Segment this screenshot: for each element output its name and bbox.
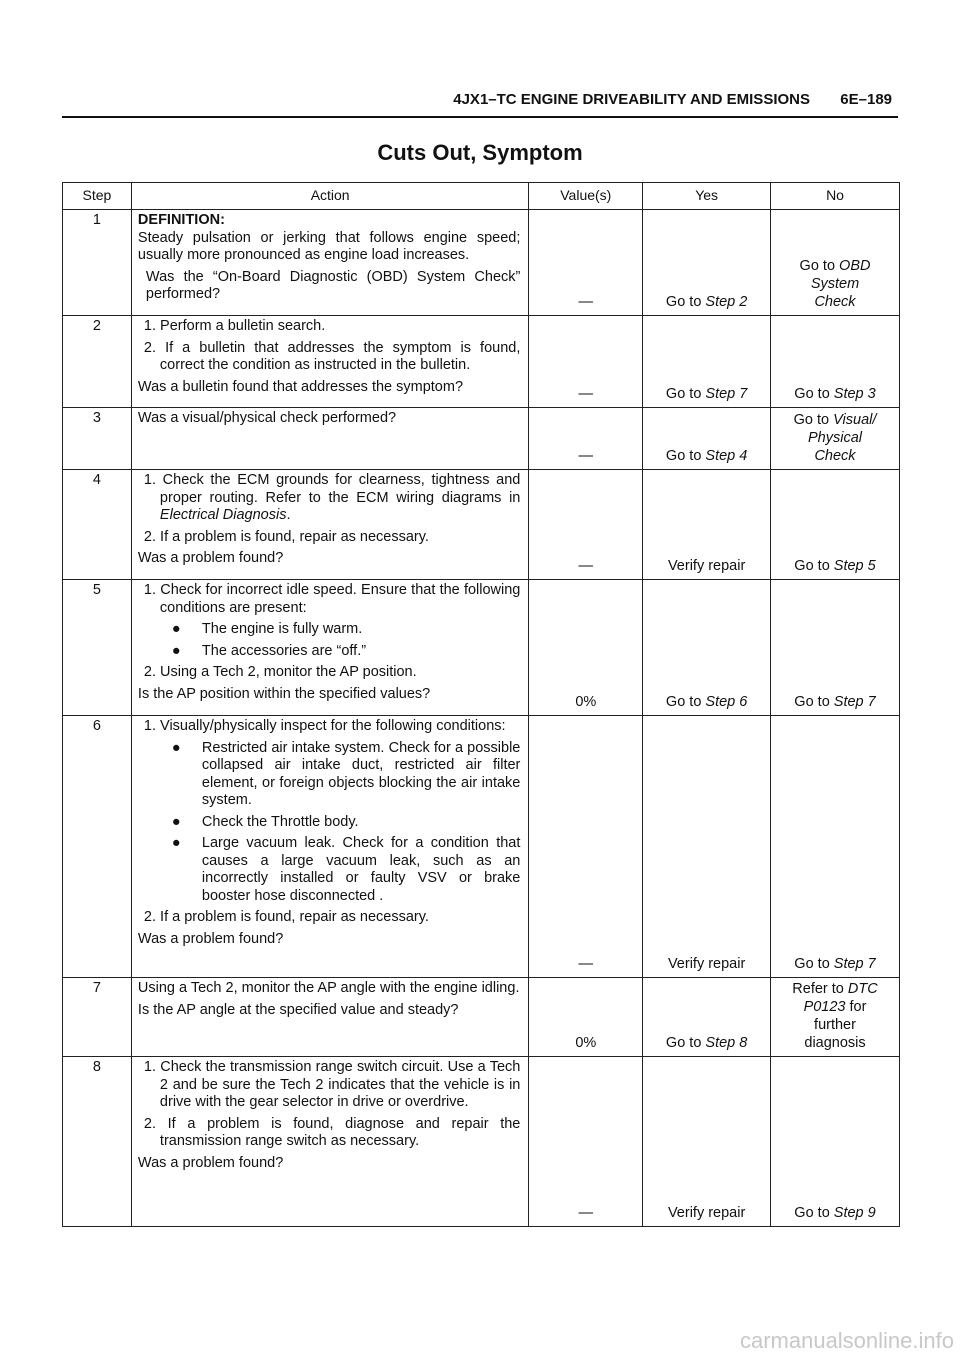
action-item: 2. Using a Tech 2, monitor the AP position.	[143, 664, 417, 680]
action-item: 1. Perform a bulletin search.	[143, 318, 326, 334]
action-item: Using a Tech 2, monitor the AP angle with the engine idling.	[137, 980, 520, 996]
value-cell: —	[529, 1057, 643, 1227]
definition-text: Steady pulsation or jerking that follows engine speed; usually more pronounced as engine load increases.	[137, 229, 521, 263]
action-cell	[131, 210, 528, 316]
page-number: 6E–189	[840, 91, 892, 108]
yes-cell: Go to Step 8	[643, 978, 771, 1057]
no-step-link: Step 7	[833, 956, 876, 972]
question-text: Was a problem found?	[137, 1154, 284, 1171]
table-row	[63, 978, 900, 1057]
value-cell: —	[529, 316, 643, 408]
bullet-item: ● Large vacuum leak. Check for a condition that causes a large vacuum leak, such as an incorrectly installed or faulty VSV or brake booster hose disconnected .	[171, 835, 521, 904]
step-number: 5	[63, 580, 132, 716]
action-item: 2. If a bulletin that addresses the symptom is found, correct the condition as instructed in the bulletin.	[143, 339, 521, 373]
yes-cell: Verify repair	[643, 1057, 771, 1227]
bullet-icon: ●	[171, 835, 181, 851]
action-cell	[131, 316, 528, 408]
table-row	[63, 580, 900, 716]
yes-cell: Go to Step 4	[643, 408, 771, 470]
action-cell	[131, 408, 528, 470]
table-row	[63, 408, 900, 470]
action-cell	[131, 716, 528, 978]
yes-step-link: Step 8	[705, 1034, 748, 1051]
question-text: Was a bulletin found that addresses the symptom?	[137, 378, 464, 395]
yes-cell: Go to Step 6	[643, 580, 771, 716]
action-item: 2. If a problem is found, repair as necessary.	[143, 528, 429, 545]
step-number: 3	[63, 408, 132, 470]
bullet-item: ● The accessories are “off.”	[171, 642, 367, 659]
watermark: carmanualsonline.info	[739, 1328, 954, 1353]
no-cell: Go to Step 7	[771, 580, 900, 716]
question-text: Is the AP angle at the specified value and steady?	[137, 1001, 459, 1018]
definition-label: DEFINITION:	[137, 212, 225, 228]
value-cell: —	[529, 408, 643, 470]
step-number: 8	[63, 1057, 132, 1227]
action-item: 2. If a problem is found, diagnose and repair the transmission range switch as necessary.	[143, 1115, 521, 1149]
action-item: 1. Check the transmission range switch circuit. Use a Tech 2 and be sure the Tech 2 indicates that the vehicle is in drive with the gear selector in drive or overdrive.	[143, 1059, 521, 1110]
yes-step-link: Step 4	[705, 447, 748, 464]
action-item: 2. If a problem is found, repair as necessary.	[143, 909, 429, 925]
yes-step-link: Step 2	[705, 293, 748, 310]
no-cell: Go to Visual/ Physical Check	[771, 408, 900, 470]
bullet-icon: ●	[171, 621, 181, 637]
no-step-link: Step 3	[833, 386, 876, 402]
action-cell	[131, 978, 528, 1057]
step-number: 2	[63, 316, 132, 408]
col-header-yes: Yes	[643, 183, 771, 210]
question-text: Was a problem found?	[137, 930, 284, 947]
page-header	[62, 88, 898, 118]
diagnostic-table	[62, 182, 900, 1227]
action-item: 1. Check the ECM grounds for clearness, tightness and proper routing. Refer to the ECM wiring diagrams in Electrical Diagnosis.	[143, 472, 521, 523]
question-text: Was a problem found?	[137, 550, 284, 566]
table-row	[63, 716, 900, 978]
table-row	[63, 316, 900, 408]
action-cell	[131, 1057, 528, 1227]
no-cell: Refer to DTC P0123 for further diagnosis	[771, 978, 900, 1057]
question-text: Was a visual/physical check performed?	[137, 410, 397, 426]
action-cell	[131, 470, 528, 580]
section-title: 4JX1–TC ENGINE DRIVEABILITY AND EMISSIONS	[453, 91, 810, 108]
yes-cell: Go to Step 7	[643, 316, 771, 408]
bullet-icon: ●	[171, 813, 181, 830]
no-step-link: Step 5	[833, 558, 876, 574]
no-cell: Go to OBD System Check	[771, 210, 900, 316]
question-text: Is the AP position within the specified values?	[137, 685, 431, 702]
page-title: Cuts Out, Symptom	[377, 140, 583, 165]
no-step-link: DTC P0123	[803, 981, 878, 1015]
value-cell: 0%	[529, 580, 643, 716]
bullet-item: ● Check the Throttle body.	[171, 813, 359, 830]
action-cell	[131, 580, 528, 716]
table-row	[63, 210, 900, 316]
yes-cell: Verify repair	[643, 470, 771, 580]
col-header-action: Action	[131, 183, 528, 210]
bullet-item: ● The engine is fully warm.	[171, 621, 363, 637]
yes-cell: Verify repair	[643, 716, 771, 978]
step-number: 4	[63, 470, 132, 580]
col-header-step: Step	[63, 183, 132, 210]
table-row	[63, 1057, 900, 1227]
no-step-link: Visual/ Physical Check	[808, 412, 877, 464]
col-header-values: Value(s)	[529, 183, 643, 210]
action-item: 1. Visually/physically inspect for the following conditions:	[143, 718, 506, 734]
table-header-row	[63, 183, 900, 210]
table-row	[63, 470, 900, 580]
value-cell: —	[529, 716, 643, 978]
step-number: 6	[63, 716, 132, 978]
step-number: 7	[63, 978, 132, 1057]
action-item: 1. Check for incorrect idle speed. Ensure that the following conditions are present:	[143, 582, 521, 616]
value-cell: —	[529, 210, 643, 316]
yes-cell: Go to Step 2	[643, 210, 771, 316]
step-number: 1	[63, 210, 132, 316]
col-header-no: No	[771, 183, 900, 210]
yes-step-link: Step 7	[705, 385, 748, 402]
no-step-link: Step 9	[833, 1205, 876, 1221]
reference-link: Electrical Diagnosis	[159, 507, 287, 523]
no-cell: Go to Step 7	[771, 716, 900, 978]
value-cell: —	[529, 470, 643, 580]
no-cell: Go to Step 3	[771, 316, 900, 408]
value-cell: 0%	[529, 978, 643, 1057]
no-cell: Go to Step 5	[771, 470, 900, 580]
no-step-link: OBD System Check	[810, 258, 871, 310]
no-step-link: Step 7	[833, 694, 876, 710]
bullet-icon: ●	[171, 642, 181, 659]
yes-step-link: Step 6	[705, 693, 748, 710]
no-cell: Go to Step 9	[771, 1057, 900, 1227]
bullet-item: ● Restricted air intake system. Check for a possible collapsed air intake duct, restricted air filter element, or foreign objects blocking the air intake system.	[171, 739, 521, 808]
question-text: Was the “On-Board Diagnostic (OBD) System Check” performed?	[145, 268, 521, 302]
bullet-icon: ●	[171, 739, 181, 756]
